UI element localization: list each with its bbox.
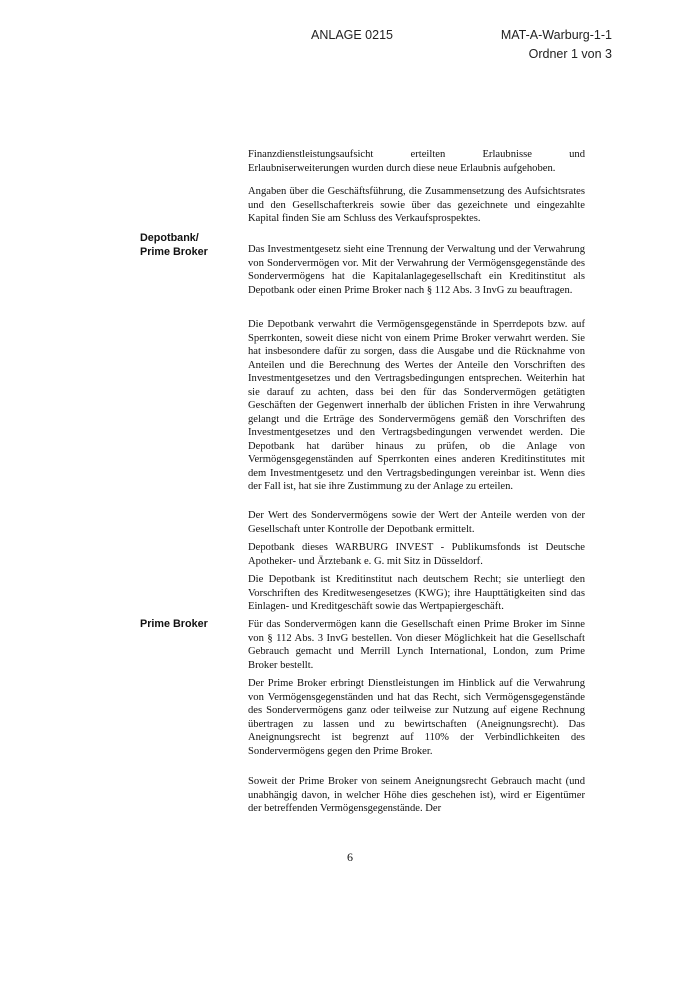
folder-number: Ordner 1 von 3 — [528, 47, 612, 61]
paragraph-2: Angaben über die Geschäftsführung, die Zusammensetzung des Aufsichtsrates und den Gesellschafterkreis sowie über das gezeichnete und eingezahlte Kapital finden Sie am Schluss des Verkaufsprospektes. — [248, 186, 585, 224]
annex-number: ANLAGE 0215 — [311, 28, 393, 42]
depotbank-label — [140, 232, 208, 259]
paragraph-5: Der Wert des Sondervermögens sowie der Wert der Anteile werden von der Gesellschaft unter Kontrolle der Depotbank ermittelt. — [248, 510, 585, 535]
paragraph-10: Soweit der Prime Broker von seinem Aneignungsrecht Gebrauch macht (und unabhängig davon, in welcher Höhe dies geschehen ist), wird er Eigentümer der betreffenden Vermögensgegenstände. Der — [248, 776, 585, 814]
depotbank-label-line1: Depotbank/ — [140, 232, 199, 244]
document-reference: MAT-A-Warburg-1-1 — [500, 28, 612, 42]
page-number: 6 — [347, 850, 353, 864]
paragraph-9: Der Prime Broker erbringt Dienstleistungen im Hinblick auf die Verwahrung von Vermögensgegenständen und hat das Recht, sich Vermögensgegenstände des Sondervermögens ganz oder teilweise zur Nutzung auf eigene Rechnung übertragen zu lassen und zu bewirtschaften (Aneignungsrecht). Das Aneignungsrecht ist begrenzt auf 110% der Verbindlichkeiten des Sondervermögens gegen den Prime Broker. — [248, 678, 585, 757]
prime-broker-label: Prime Broker — [140, 618, 208, 630]
paragraph-4: Die Depotbank verwahrt die Vermögensgegenstände in Sperrdepots bzw. auf Sperrkonten, soweit diese nicht von einem Prime Broker verwahrt werden. Sie hat insbesondere dafür zu sorgen, dass die Ausgabe und die Rücknahme von Anteilen und die Berechnung des Wertes der Anteile den Vorschriften des Investmentgesetzes und den Vertragsbedingungen entsprechen. Weiterhin hat sie darauf zu achten, dass bei den für das Sondervermögen getätigten Geschäften der Gegenwert innerhalb der üblichen Fristen in ihre Verwahrung gelangt und die Erträge des Sondervermögens gemäß den Vorschriften des Investmentgesetzes und den Vertragsbedingungen verwendet werden. Die Depotbank hat darüber hinaus zu prüfen, ob die Anlage von Vermögensgegenständen auf Sperrkonten eines anderen Kreditinstitutes mit dem Investmentgesetz und den Vertragsbedingungen vereinbar ist. Wenn dies der Fall ist, hat sie ihre Zustimmung zu der Anlage zu erteilen. — [248, 319, 585, 492]
depotbank-label-line2: Prime Broker — [140, 245, 208, 258]
paragraph-3: Das Investmentgesetz sieht eine Trennung der Verwaltung und der Verwahrung von Sondervermögen vor. Mit der Verwahrung der Vermögensgegenstände des Sondervermögens hat die Kapitalanlagegesellschaft ein Kreditinstitut als Depotbank oder einen Prime Broker nach § 112 Abs. 3 InvG zu beauftragen. — [248, 244, 585, 296]
paragraph-8: Für das Sondervermögen kann die Gesellschaft einen Prime Broker im Sinne von § 112 Abs. 3 InvG bestellen. Von dieser Möglichkeit hat die Gesellschaft Gebrauch gemacht und Merrill Lynch International, London, zum Prime Broker bestellt. — [248, 619, 585, 671]
paragraph-1: Finanzdienstleistungsaufsicht erteilten Erlaubnisse und Erlaubniserweiterungen wurden durch diese neue Erlaubnis aufgehoben. — [248, 149, 585, 174]
paragraph-6: Depotbank dieses WARBURG INVEST - Publikumsfonds ist Deutsche Apotheker- und Ärztebank e. G. mit Sitz in Düsseldorf. — [248, 542, 585, 567]
paragraph-7: Die Depotbank ist Kreditinstitut nach deutschem Recht; sie unterliegt den Vorschriften des Kreditwesengesetzes (KWG); ihre Haupttätigkeiten sind das Einlagen- und Kreditgeschäft sowie das Wertpapiergeschäft. — [248, 574, 585, 612]
